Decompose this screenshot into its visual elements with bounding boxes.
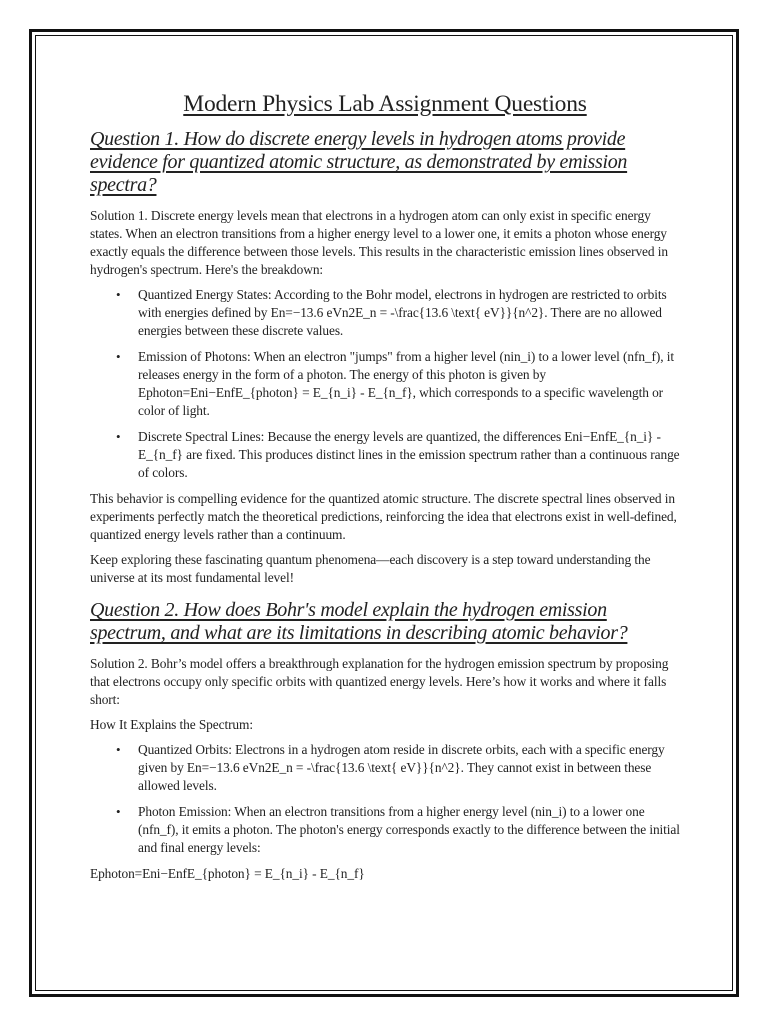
solution-2-intro: Solution 2. Bohr’s model offers a breakthrough explanation for the hydrogen emission spectrum by proposing that electrons occupy only specific orbits with quantized energy levels. Here’s how it works and where it falls short: xyxy=(90,656,669,707)
list-item: • Discrete Spectral Lines: Because the energy levels are quantized, the differences Eni−EnfE_{n_i} - E_{n_f} are fixed. This produces distinct lines in the emission spectrum rather than a continuous range of colors. xyxy=(138,428,680,482)
document-title: Modern Physics Lab Assignment Questions xyxy=(183,91,587,117)
solution-1-conclusion: This behavior is compelling evidence for the quantized atomic structure. The discrete spectral lines observed in experiments perfectly match the theoretical predictions, reinforcing the idea that electrons exist in well-defined, quantized energy levels rather than a continuum. xyxy=(90,491,677,542)
question-1-heading: Question 1. How do discrete energy levels in hydrogen atoms provide evidence for quantized atomic structure, as demonstrated by emission spectra? xyxy=(90,128,628,196)
solution-1-bullet-list xyxy=(90,286,680,482)
photon-energy-equation: Ephoton=Eni−EnfE_{photon} = E_{n_i} - E_{n_f} xyxy=(90,866,365,881)
list-item: • Quantized Orbits: Electrons in a hydrogen atom reside in discrete orbits, each with a specific energy given by En=−13.6 eVn2E_n = -\frac{13.6 \text{ eV}}{n^2}. They cannot exist in between these allowed levels. xyxy=(138,741,680,795)
solution-2-subheading: How It Explains the Spectrum: xyxy=(90,717,253,732)
document-body xyxy=(90,88,680,890)
solution-1-closing: Keep exploring these fascinating quantum phenomena—each discovery is a step toward understanding the universe at its most fundamental level! xyxy=(90,552,651,585)
solution-1-intro: Solution 1. Discrete energy levels mean that electrons in a hydrogen atom can only exist in specific energy states. When an electron transitions from a higher energy level to a lower one, it emits a photon whose energy exactly equals the difference between those levels. This results in the characteristic emission lines observed in hydrogen's spectrum. Here's the breakdown: xyxy=(90,208,668,277)
question-2-heading: Question 2. How does Bohr's model explain the hydrogen emission spectrum, and what are its limitations in describing atomic behavior? xyxy=(90,599,628,644)
list-item: • Quantized Energy States: According to the Bohr model, electrons in hydrogen are restricted to orbits with energies defined by En=−13.6 eVn2E_n = -\frac{13.6 \text{ eV}}{n^2}. There are no allowed energies between these discrete values. xyxy=(138,286,680,340)
list-item: • Emission of Photons: When an electron "jumps" from a higher level (nin_i) to a lower level (nfn_f), it releases energy in the form of a photon. The energy of this photon is given by Ephoton=Eni−EnfE_{photon} = E_{n_i} - E_{n_f}, which corresponds to a specific wavelength or color of light. xyxy=(138,348,680,420)
list-item: • Photon Emission: When an electron transitions from a higher energy level (nin_i) to a lower one (nfn_f), it emits a photon. The photon's energy corresponds exactly to the difference between the initial and final energy levels: xyxy=(138,803,680,857)
solution-2-bullet-list xyxy=(90,741,680,857)
